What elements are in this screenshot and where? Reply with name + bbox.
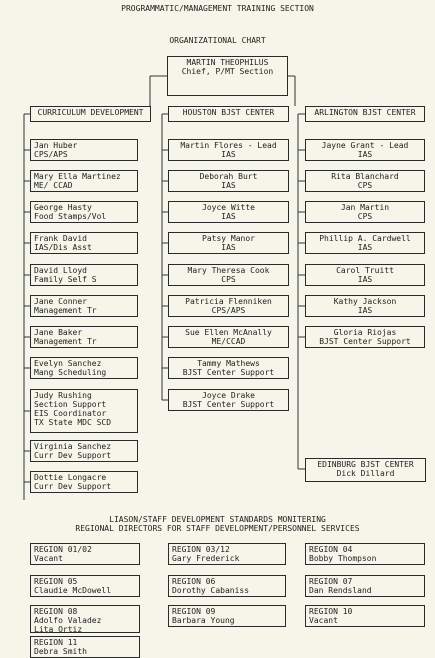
curriculum-member-10-line-2: Curr Dev Support xyxy=(34,451,112,460)
arlington-member-1-line-1: Jayne Grant - Lead xyxy=(321,141,409,150)
curriculum-member-6-line-2: Management Tr xyxy=(34,306,97,315)
region-8 xyxy=(168,605,286,627)
curriculum-member-1 xyxy=(30,139,138,161)
houston-member-2-line-2: IAS xyxy=(221,181,236,190)
arlington-heading xyxy=(305,106,425,122)
curriculum-member-7 xyxy=(30,326,138,348)
houston-member-5 xyxy=(168,264,289,286)
curriculum-heading-line-1: CURRICULUM DEVELOPMENT xyxy=(37,108,144,117)
curriculum-member-2-line-2: ME/ CCAD xyxy=(34,181,73,190)
houston-member-2 xyxy=(168,170,289,192)
curriculum-member-2-line-1: Mary Ella Martinez xyxy=(34,172,121,181)
houston-member-1-line-2: IAS xyxy=(221,150,236,159)
arlington-member-5 xyxy=(305,264,425,286)
arlington-member-6 xyxy=(305,295,425,317)
houston-member-6 xyxy=(168,295,289,317)
region-7-line-2: Adolfo Valadez xyxy=(34,616,102,625)
curriculum-member-4 xyxy=(30,232,138,254)
houston-member-3-line-1: Joyce Witte xyxy=(202,203,255,212)
region-2-line-2: Gary Frederick xyxy=(172,554,240,563)
arlington-member-5-line-2: IAS xyxy=(357,275,373,284)
region-7 xyxy=(30,605,140,633)
region-3 xyxy=(305,543,425,565)
region-5-line-2: Dorothy Cabaniss xyxy=(172,586,250,595)
arlington-member-7 xyxy=(305,326,425,348)
region-10-line-2: Debra Smith xyxy=(34,647,87,656)
houston-heading xyxy=(168,106,289,122)
regional-title-1: LIASON/STAFF DEVELOPMENT STANDARDS MONITERING xyxy=(109,515,326,524)
curriculum-member-10-line-1: Virginia Sanchez xyxy=(34,442,112,451)
arlington-member-1-line-2: IAS xyxy=(357,150,373,159)
curriculum-member-5-line-2: Family Self S xyxy=(34,275,97,284)
houston-member-1 xyxy=(168,139,289,161)
houston-member-8-line-2: BJST Center Support xyxy=(182,368,275,377)
curriculum-member-3-line-1: George Hasty xyxy=(34,203,92,212)
houston-heading-line-1: HOUSTON BJST CENTER xyxy=(182,108,275,117)
houston-member-1-line-1: Martin Flores - Lead xyxy=(180,141,277,150)
houston-member-4-line-1: Patsy Manor xyxy=(202,234,255,243)
regional-title-2: REGIONAL DIRECTORS FOR STAFF DEVELOPMENT/PERSONNEL SERVICES xyxy=(75,524,360,533)
curriculum-member-2 xyxy=(30,170,138,192)
houston-member-8 xyxy=(168,357,289,379)
arlington-member-3-line-2: CPS xyxy=(357,212,373,221)
houston-member-8-line-1: Tammy Mathews xyxy=(197,359,260,368)
arlington-member-4-line-1: Phillip A. Cardwell xyxy=(319,234,411,243)
region-6-line-2: Dan Rendsland xyxy=(309,586,372,595)
curriculum-member-1-line-2: CPS/APS xyxy=(34,150,68,159)
region-5 xyxy=(168,575,286,597)
curriculum-member-11-line-2: Curr Dev Support xyxy=(34,482,112,491)
curriculum-member-9-line-2: Section Support xyxy=(34,400,107,409)
region-9-line-2: Vacant xyxy=(309,616,338,625)
houston-member-6-line-2: CPS/APS xyxy=(211,306,246,315)
arlington-member-6-line-1: Kathy Jackson xyxy=(333,297,397,306)
curriculum-member-5 xyxy=(30,264,138,286)
houston-member-9-line-1: Joyce Drake xyxy=(202,391,255,400)
curriculum-member-11 xyxy=(30,471,138,493)
region-9 xyxy=(305,605,425,627)
curriculum-member-8-line-1: Evelyn Sanchez xyxy=(34,359,102,368)
chief-box-line-1: MARTIN THEOPHILUS xyxy=(186,58,269,67)
curriculum-member-4-line-2: IAS/Dis Asst xyxy=(34,243,92,252)
arlington-member-6-line-2: IAS xyxy=(357,306,373,315)
curriculum-member-8 xyxy=(30,357,138,379)
region-8-line-2: Barbara Young xyxy=(172,616,235,625)
curriculum-member-9-line-4: TX State MDC SCD xyxy=(34,418,112,427)
houston-member-5-line-2: CPS xyxy=(221,275,236,284)
arlington-member-7-line-1: Gloria Riojas xyxy=(333,328,397,337)
curriculum-heading xyxy=(30,106,151,122)
arlington-member-3 xyxy=(305,201,425,223)
region-8-line-1: REGION 09 xyxy=(172,607,216,616)
houston-member-4 xyxy=(168,232,289,254)
chart-title: ORGANIZATIONAL CHART xyxy=(169,36,266,45)
chief-box-line-2: Chief, P/MT Section xyxy=(181,67,274,76)
arlington-member-3-line-1: Jan Martin xyxy=(340,203,390,212)
curriculum-member-11-line-1: Dottie Longacre xyxy=(34,473,107,482)
curriculum-member-8-line-2: Mang Scheduling xyxy=(34,368,107,377)
houston-member-3 xyxy=(168,201,289,223)
edinburg-box-line-2: Dick Dillard xyxy=(336,469,395,478)
curriculum-member-6-line-1: Jane Conner xyxy=(34,297,87,306)
region-3-line-2: Bobby Thompson xyxy=(309,554,377,563)
section-title: PROGRAMMATIC/MANAGEMENT TRAINING SECTION xyxy=(121,4,314,13)
houston-member-7 xyxy=(168,326,289,348)
edinburg-box xyxy=(305,458,426,482)
region-6-line-1: REGION 07 xyxy=(309,577,353,586)
curriculum-member-7-line-2: Management Tr xyxy=(34,337,97,346)
region-4-line-2: Claudie McDowell xyxy=(34,586,112,595)
region-1-line-1: REGION 01/02 xyxy=(34,545,92,554)
region-3-line-1: REGION 04 xyxy=(309,545,353,554)
region-2-line-1: REGION 03/12 xyxy=(172,545,230,554)
arlington-member-4-line-2: IAS xyxy=(357,243,373,252)
arlington-member-1 xyxy=(305,139,425,161)
region-2 xyxy=(168,543,286,565)
houston-member-4-line-2: IAS xyxy=(221,243,236,252)
arlington-member-2-line-1: Rita Blanchard xyxy=(331,172,399,181)
region-9-line-1: REGION 10 xyxy=(309,607,353,616)
edinburg-box-line-1: EDINBURG BJST CENTER xyxy=(317,460,414,469)
chief-box xyxy=(167,56,288,96)
houston-member-7-line-2: ME/CCAD xyxy=(211,337,246,346)
region-7-line-3: Lita Ortiz xyxy=(34,625,83,633)
curriculum-member-5-line-1: David Lloyd xyxy=(34,266,87,275)
region-7-line-1: REGION 08 xyxy=(34,607,78,616)
houston-member-9-line-2: BJST Center Support xyxy=(182,400,275,409)
arlington-member-2-line-2: CPS xyxy=(357,181,373,190)
curriculum-member-9-line-3: EIS Coordinator xyxy=(34,409,107,418)
region-10-line-1: REGION 11 xyxy=(34,638,78,647)
curriculum-member-4-line-1: Frank David xyxy=(34,234,87,243)
curriculum-member-3-line-2: Food Stamps/Vol xyxy=(34,212,107,221)
region-6 xyxy=(305,575,425,597)
region-1 xyxy=(30,543,140,565)
curriculum-member-6 xyxy=(30,295,138,317)
curriculum-member-9-line-1: Judy Rushing xyxy=(34,391,92,400)
arlington-member-7-line-2: BJST Center Support xyxy=(319,337,411,346)
curriculum-member-9 xyxy=(30,389,138,433)
houston-member-7-line-1: Sue Ellen McAnally xyxy=(185,328,272,337)
region-4 xyxy=(30,575,140,597)
houston-member-5-line-1: Mary Theresa Cook xyxy=(187,266,270,275)
curriculum-member-1-line-1: Jan Huber xyxy=(34,141,78,150)
arlington-member-5-line-1: Carol Truitt xyxy=(336,266,394,275)
region-5-line-1: REGION 06 xyxy=(172,577,216,586)
curriculum-member-7-line-1: Jane Baker xyxy=(34,328,83,337)
houston-member-2-line-1: Deborah Burt xyxy=(199,172,258,181)
houston-member-3-line-2: IAS xyxy=(221,212,236,221)
region-10 xyxy=(30,636,140,658)
houston-member-6-line-1: Patricia Flenniken xyxy=(185,297,272,306)
curriculum-member-10 xyxy=(30,440,138,462)
arlington-member-2 xyxy=(305,170,425,192)
region-1-line-2: Vacant xyxy=(34,554,63,563)
curriculum-member-3 xyxy=(30,201,138,223)
houston-member-9 xyxy=(168,389,289,411)
arlington-member-4 xyxy=(305,232,425,254)
arlington-heading-line-1: ARLINGTON BJST CENTER xyxy=(314,108,416,117)
region-4-line-1: REGION 05 xyxy=(34,577,78,586)
